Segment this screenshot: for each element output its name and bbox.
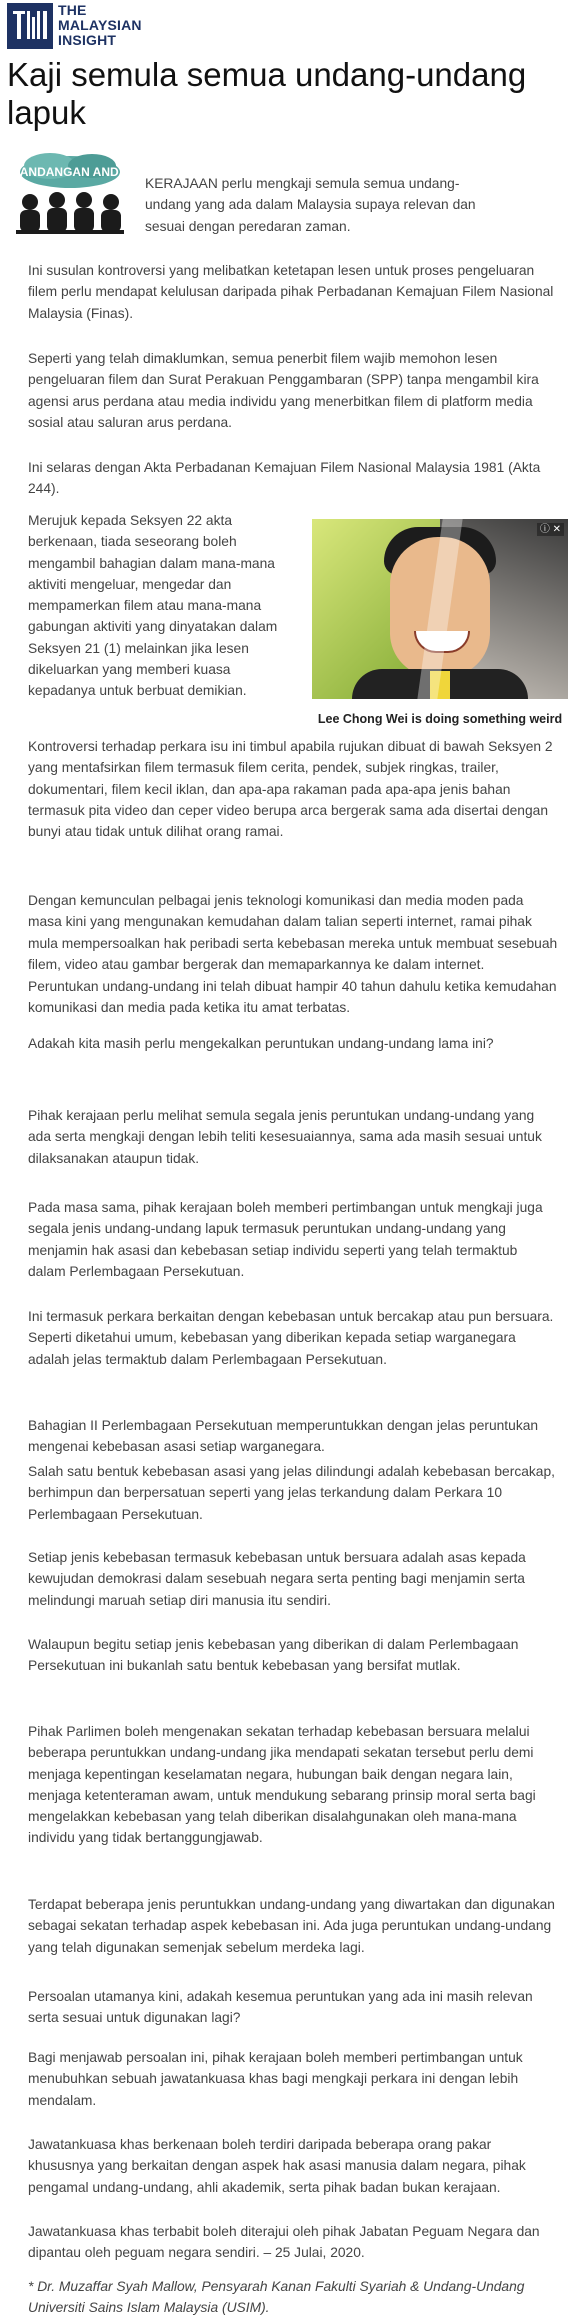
article-paragraph: Peruntukan undang-undang ini telah dibuat hampir 40 tahun dahulu ketika kemudahan komunikasi dan media pada ketika itu amat terbatas. bbox=[28, 979, 557, 1016]
article-paragraph: Ini selaras dengan Akta Perbadanan Kemajuan Filem Nasional Malaysia 1981 (Akta 244). bbox=[28, 460, 541, 497]
article-paragraph: Pihak Parlimen boleh mengenakan sekatan terhadap kebebasan bersuara melalui beberapa peruntukkan undang-undang jika mendapati sekatan tersebut perlu demi menjaga kepentingan keselamatan negara, hubungan baik dengan negara lain, menjaga ketenteraman awam, untuk mendukung sebarang prinsip moral serta bagi mengelakkan kebebasan yang telah diberikan disalahgunakan oleh mana-mana individu yang tidak bertanggungjawab. bbox=[28, 1724, 536, 1846]
article-paragraph: Adakah kita masih perlu mengekalkan peruntukan undang-undang lama ini? bbox=[28, 1036, 494, 1051]
article-paragraph: Persoalan utamanya kini, adakah kesemua peruntukan yang ada ini masih relevan serta sesuai untuk digunakan lagi? bbox=[28, 1989, 533, 2026]
article-paragraph: Setiap jenis kebebasan termasuk kebebasan untuk bersuara adalah asas kepada kewujudan demokrasi dalam sesebuah negara serta penting bagi menjamin serta melindungi maruah setiap diri manusia itu sendiri. bbox=[28, 1550, 526, 1608]
article-paragraph: Bagi menjawab persoalan ini, pihak kerajaan boleh memberi pertimbangan untuk menubuhkan sebuah jawatankuasa khas bagi mengkaji perkara ini dengan lebih mendalam. bbox=[28, 2050, 523, 2108]
sponsored-ad[interactable] bbox=[312, 519, 568, 751]
logo-line-3: INSIGHT bbox=[58, 32, 117, 48]
ad-caption[interactable]: Lee Chong Wei is doing something weird bbox=[317, 712, 563, 726]
article-paragraph: Kontroversi terhadap perkara isu ini timbul apabila rujukan dibuat di bawah Seksyen 2 yang mentafsirkan filem termasuk filem cerita, pendek, subjek ringkas, trailer, dokumentari, filem kecil iklan, dan apa-apa rakaman pada apa-apa jenis bahan termasuk pita video dan ceper video berupa arca bergerak sama ada disertai dengan bunyi atau tidak untuk dilihat orang ramai. bbox=[28, 739, 553, 840]
article-title: Kaji semula semua undang-undang lapuk bbox=[7, 56, 527, 131]
author-byline: * Dr. Muzaffar Syah Mallow, Pensyarah Kanan Fakulti Syariah & Undang-Undang Universiti Sains Islam Malaysia (USIM). bbox=[28, 2279, 525, 2316]
article-paragraph: Jawatankuasa khas berkenaan boleh terdiri daripada beberapa orang pakar khususnya yang berkaitan dengan aspek hak asasi manusia dalam negara, pihak pengamal undang-undang, ahli akademik, serta pihak badan bukan kerajaan. bbox=[28, 2137, 526, 2195]
logo-line-2: MALAYSIAN bbox=[58, 17, 142, 33]
site-logo[interactable] bbox=[7, 3, 142, 49]
article-paragraph: Ini termasuk perkara berkaitan dengan kebebasan untuk bercakap atau pun bersuara. Seperti diketahui umum, kebebasan yang diberikan kepada setiap warganegara adalah jelas termaktub dalam Perlembagaan Persekutuan. bbox=[28, 1309, 554, 1367]
article-paragraph: Terdapat beberapa jenis peruntukkan undang-undang yang diwartakan dan digunakan sebagai sekatan terhadap aspek kebebasan ini. Ada juga peruntukan undang-undang yang telah digunakan semenjak sebelum merdeka lagi. bbox=[28, 1897, 555, 1955]
pandangan-anda-badge bbox=[10, 150, 130, 240]
article-paragraph: KERAJAAN perlu mengkaji semula semua undang-undang yang ada dalam Malaysia supaya relevan dan sesuai dengan peredaran zaman. bbox=[145, 176, 476, 234]
ad-info-icon[interactable]: ⓘ ✕ bbox=[537, 523, 564, 536]
article-paragraph: Ini susulan kontroversi yang melibatkan ketetapan lesen untuk proses pengeluaran filem perlu mendapat kelulusan daripada pihak Perbadanan Kemajuan Filem Nasional Malaysia (Finas). bbox=[28, 263, 554, 321]
badge-text: PANDANGAN ANDA bbox=[12, 165, 128, 179]
logo-wordmark bbox=[58, 3, 142, 48]
logo-mark-icon bbox=[7, 3, 53, 49]
ad-image[interactable] bbox=[312, 519, 568, 699]
article-paragraph: Dengan kemunculan pelbagai jenis teknologi komunikasi dan media moden pada masa kini yang mengunakan kemudahan dalam talian seperti internet, ramai pihak mula mempersoalkan hak peribadi serta kebebasan mereka untuk membuat sesebuah filem, video atau gambar bergerak dan memaparkannya ke dalam internet. bbox=[28, 893, 558, 972]
logo-line-1: THE bbox=[58, 2, 87, 18]
article-paragraph: Seperti yang telah dimaklumkan, semua penerbit filem wajib memohon lesen pengeluaran filem dan Surat Perakuan Penggambaran (SPP) tanpa mengambil kira agensi arus perdana atau media individu yang menerbitkan filem di platform media sosial atau saluran arus perdana. bbox=[28, 351, 539, 430]
article-paragraph: Merujuk kepada Seksyen 22 akta berkenaan, tiada seseorang boleh mengambil bahagian dalam mana-mana aktiviti mengeluar, mengedar dan mempamerkan filem atau mana-mana gabungan aktiviti yang dinyatakan dalam Seksyen 21 (1) melainkan jika lesen dikeluarkan yang memberi kuasa kepadanya untuk berbuat demikian. bbox=[28, 513, 278, 699]
article-paragraph: Jawatankuasa khas terbabit boleh diterajui oleh pihak Jabatan Peguam Negara dan dipantau oleh peguam negara sendiri. – 25 Julai, 2020. bbox=[28, 2224, 540, 2261]
article-paragraph: Pihak kerajaan perlu melihat semula segala jenis peruntukan undang-undang yang ada serta mengkaji dengan lebih teliti kesesuaiannya, sama ada masih sesuai untuk dilaksanakan ataupun tidak. bbox=[28, 1108, 542, 1166]
article-paragraph: Pada masa sama, pihak kerajaan boleh memberi pertimbangan untuk mengkaji juga segala jenis undang-undang lapuk termasuk peruntukan undang-undang yang menjamin hak asasi dan kebebasan setiap individu seperti yang telah termaktub dalam Perlembagaan Persekutuan. bbox=[28, 1200, 543, 1279]
article-paragraph: Salah satu bentuk kebebasan asasi yang jelas dilindungi adalah kebebasan bercakap, berhimpun dan berpersatuan seperti yang jelas terkandung dalam Perkara 10 Perlembagaan Persekutuan. bbox=[28, 1464, 555, 1522]
article-paragraph: Bahagian II Perlembagaan Persekutuan memperuntukkan dengan jelas peruntukan mengenai kebebasan asasi setiap warganegara. bbox=[28, 1418, 539, 1455]
speech-bubbles-icon bbox=[10, 150, 130, 240]
article-paragraph: Walaupun begitu setiap jenis kebebasan yang diberikan di dalam Perlembagaan Persekutuan ini bukanlah satu bentuk kebebasan yang bersifat mutlak. bbox=[28, 1637, 519, 1674]
